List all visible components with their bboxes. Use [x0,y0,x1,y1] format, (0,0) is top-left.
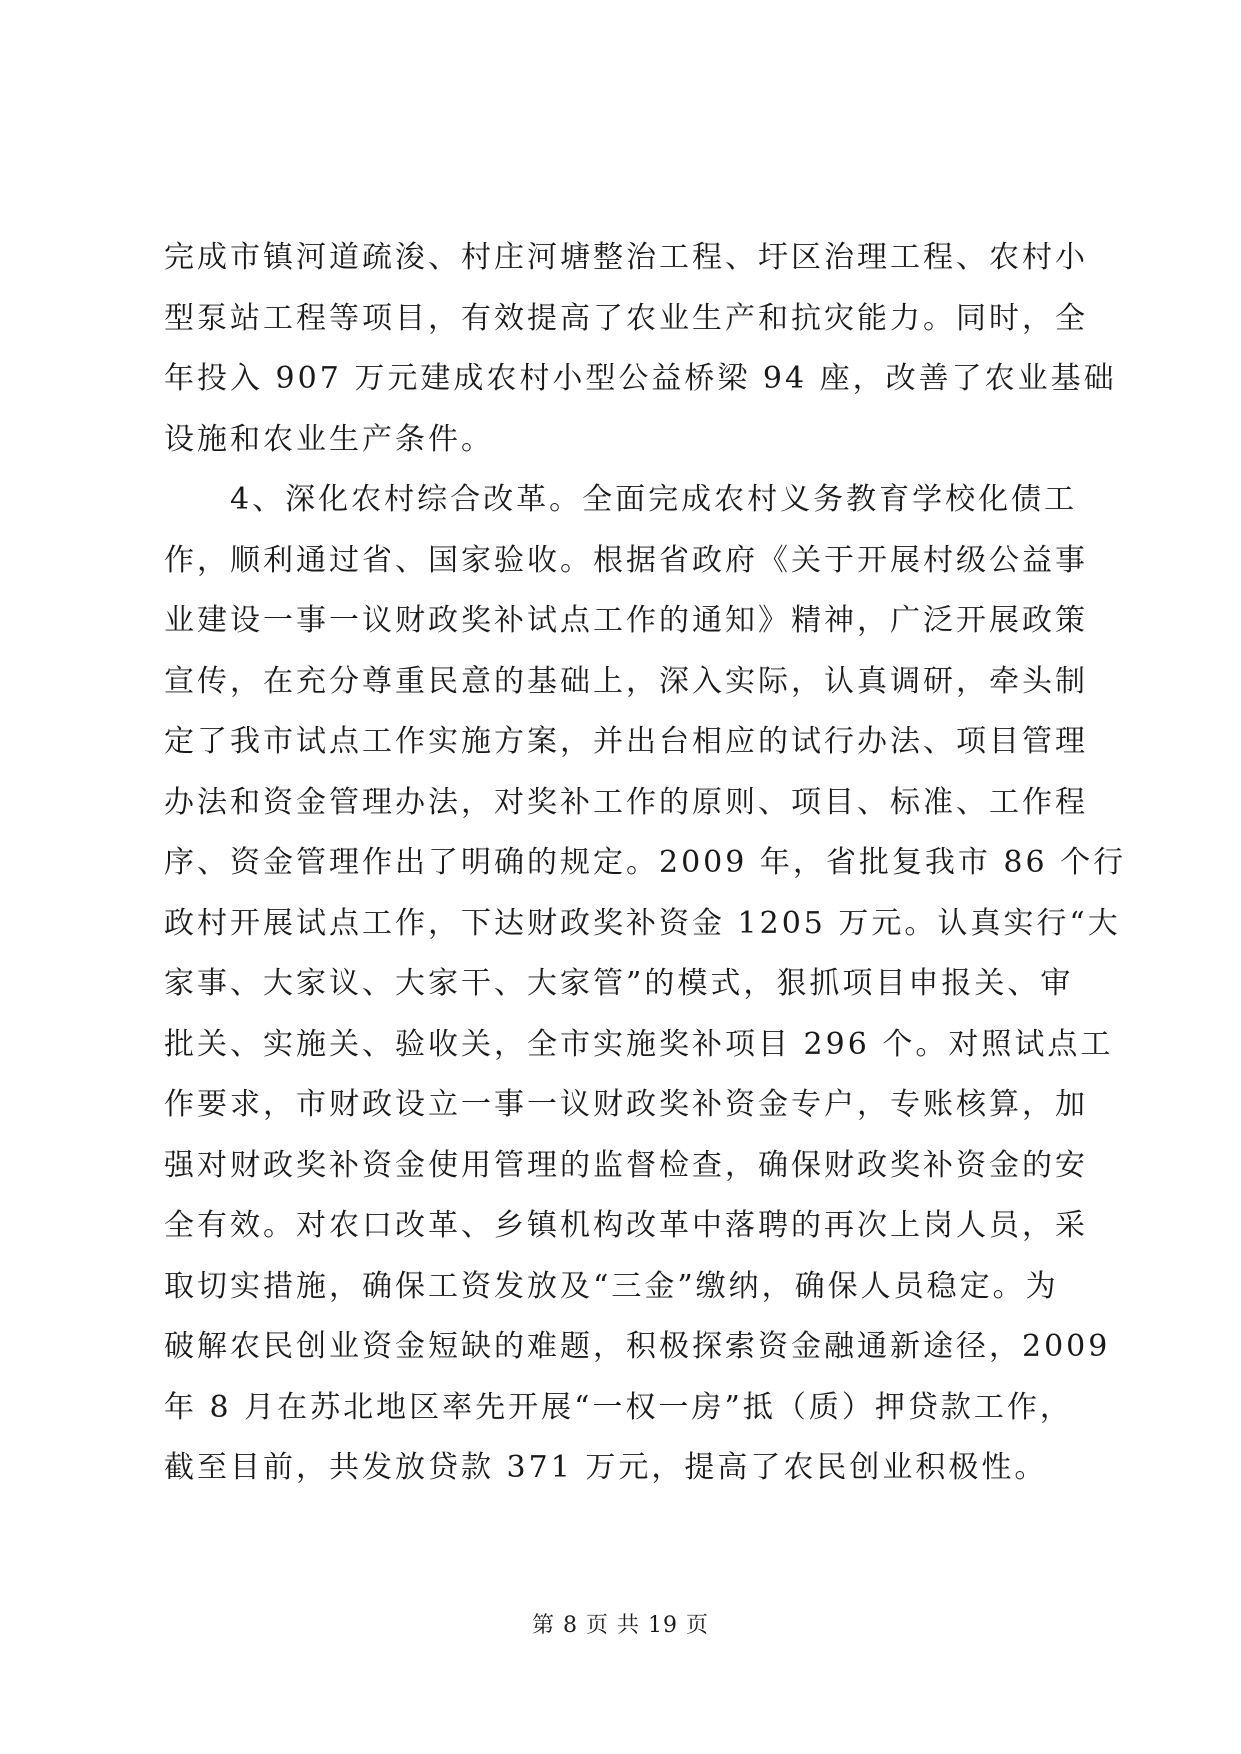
text-line: 办法和资金管理办法，对奖补工作的原则、项目、标准、工作程 [164,784,1088,820]
page-number-footer: 第 8 页 共 19 页 [532,1613,709,1638]
text-line: 年投入 907 万元建成农村小型公益桥梁 94 座，改善了农业基础 [164,361,1117,396]
body-text [164,228,1127,1499]
text-line: 年 8 月在苏北地区率先开展“一权一房”抵（质）押贷款工作， [164,1389,1073,1425]
text-line: 政村开展试点工作，下达财政奖补资金 1205 万元。认真实行“大 [164,905,1121,941]
text-line: 定了我市试点工作实施方案，并出台相应的试行办法、项目管理 [164,724,1088,759]
text-line: 设施和农业生产条件。 [164,421,494,457]
text-line: 型泵站工程等项目，有效提高了农业生产和抗灾能力。同时，全 [164,300,1088,336]
text-line: 截至目前，共发放贷款 371 万元，提高了农民创业积极性。 [164,1450,1048,1485]
text-line: 破解农民创业资金短缺的难题，积极探索资金融通新途径，2009 [164,1329,1111,1364]
text-line: 取切实措施，确保工资发放及“三金”缴纳，确保人员稳定。为 [164,1268,1059,1304]
text-line: 家事、大家议、大家干、大家管”的模式，狠抓项目申报关、审 [164,966,1074,1001]
text-line: 宣传，在充分尊重民意的基础上，深入实际，认真调研，牵头制 [164,663,1088,699]
text-line: 作，顺利通过省、国家验收。根据省政府《关于开展村级公益事 [164,542,1088,578]
text-line: 业建设一事一议财政奖补试点工作的通知》精神，广泛开展政策 [164,603,1088,638]
text-line: 完成市镇河道疏浚、村庄河塘整治工程、圩区治理工程、农村小 [164,240,1088,275]
text-line: 作要求，市财政设立一事一议财政奖补资金专户，专账核算，加 [164,1087,1088,1122]
text-line: 全有效。对农口改革、乡镇机构改革中落聘的再次上岗人员，采 [164,1208,1088,1243]
text-line: 序、资金管理作出了明确的规定。2009 年，省批复我市 86 个行 [164,845,1127,880]
text-line: 强对财政奖补资金使用管理的监督检查，确保财政奖补资金的安 [164,1147,1088,1183]
text-line: 批关、实施关、验收关，全市实施奖补项目 296 个。对照试点工 [164,1026,1114,1062]
text-line: 4、深化农村综合改革。全面完成农村义务教育学校化债工 [164,482,1078,517]
